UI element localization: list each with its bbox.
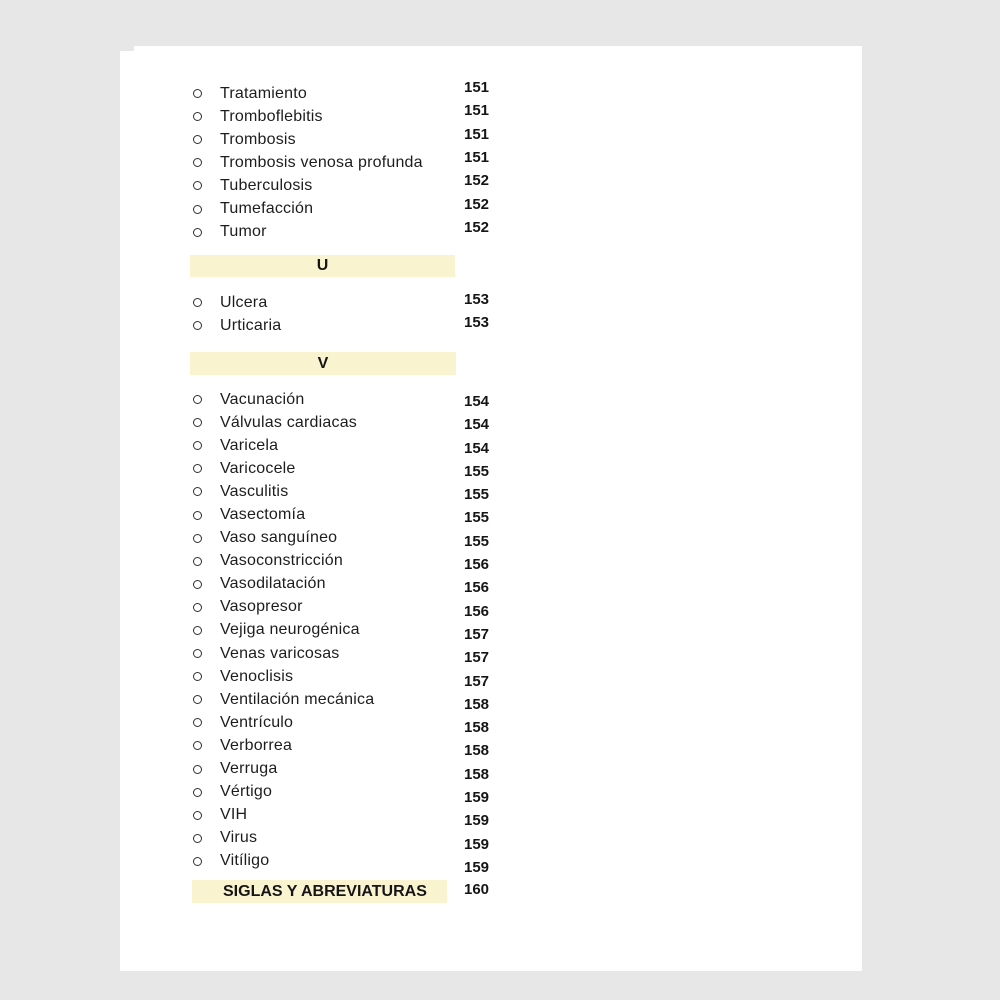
circle-bullet-icon [193, 298, 202, 307]
section-header-v [190, 352, 456, 375]
toc-group-u [190, 291, 281, 337]
toc-entry [190, 619, 374, 642]
circle-bullet-icon [193, 811, 202, 820]
circle-bullet-icon [193, 672, 202, 681]
entry-page-number: 154 [464, 439, 490, 457]
toc-entry [190, 105, 423, 128]
entry-label: Vasculitis [220, 482, 289, 500]
circle-bullet-icon [193, 395, 202, 404]
entry-label: Varicocele [220, 459, 296, 477]
circle-bullet-icon [193, 857, 202, 866]
toc-entry [190, 711, 374, 734]
toc-entry [190, 573, 374, 596]
section-header-label: SIGLAS Y ABREVIATURAS [223, 882, 427, 900]
document-page [120, 46, 862, 971]
toc-group-v-pages [464, 390, 504, 879]
entry-label: Vértigo [220, 783, 273, 801]
entry-label: Venoclisis [220, 667, 294, 685]
entry-page-number: 155 [464, 462, 490, 480]
circle-bullet-icon [193, 511, 202, 520]
circle-bullet-icon [193, 135, 202, 144]
entry-page-number: 154 [464, 416, 490, 434]
entry-label: Tuberculosis [220, 176, 313, 194]
entry-page-number: 152 [464, 172, 490, 190]
circle-bullet-icon [193, 741, 202, 750]
toc-entry [190, 411, 374, 434]
entry-label: Vacunación [220, 390, 305, 408]
entry-label: Varicela [220, 436, 279, 454]
circle-bullet-icon [193, 695, 202, 704]
entry-label: Ulcera [220, 293, 268, 311]
circle-bullet-icon [193, 321, 202, 330]
toc-entry [190, 388, 374, 411]
entry-label: Venas varicosas [220, 644, 340, 662]
entry-label: Tratamiento [220, 84, 307, 102]
entry-page-number: 158 [464, 719, 490, 737]
entry-label: Ventilación mecánica [220, 690, 375, 708]
toc-entry [190, 827, 374, 850]
entry-page-number: 152 [464, 219, 490, 237]
toc-group-t [190, 82, 423, 244]
toc-group-v [190, 388, 374, 873]
entry-page-number: 151 [464, 125, 490, 143]
entry-page-number: 154 [464, 393, 490, 410]
toc-entry [190, 781, 374, 804]
entry-page-number: 155 [464, 509, 490, 527]
circle-bullet-icon [193, 89, 202, 98]
circle-bullet-icon [193, 765, 202, 774]
entry-label: Virus [220, 829, 258, 847]
entry-label: Ventrículo [220, 713, 294, 731]
toc-entry [190, 434, 374, 457]
entry-label: Vasodilatación [220, 575, 326, 593]
toc-group-t-pages [464, 76, 504, 239]
entry-page-number: 153 [464, 314, 490, 332]
entry-label: Válvulas cardiacas [220, 413, 357, 431]
entry-label: Verruga [220, 760, 278, 778]
circle-bullet-icon [193, 626, 202, 635]
circle-bullet-icon [193, 112, 202, 121]
circle-bullet-icon [193, 418, 202, 427]
entry-page-number: 153 [464, 291, 490, 308]
entry-page-number: 158 [464, 695, 490, 713]
entry-label: Urticaria [220, 316, 282, 334]
entry-page-number: 152 [464, 195, 490, 213]
entry-page-number: 151 [464, 79, 490, 96]
toc-entry [190, 128, 423, 151]
entry-page-number: 158 [464, 742, 490, 760]
entry-label: Vaso sanguíneo [220, 529, 338, 547]
section-header-label: V [317, 354, 329, 372]
toc-group-u-pages [464, 288, 504, 335]
section-header-label: U [316, 257, 329, 274]
toc-entry [190, 665, 374, 688]
entry-label: Verborrea [220, 736, 293, 754]
entry-label: Trombosis venosa profunda [220, 153, 423, 171]
circle-bullet-icon [193, 649, 202, 658]
circle-bullet-icon [193, 158, 202, 167]
toc-entry [190, 688, 374, 711]
entry-label: Vasectomía [220, 506, 306, 524]
circle-bullet-icon [193, 441, 202, 450]
entry-label: Vitíligo [220, 852, 270, 870]
entry-label: Vejiga neurogénica [220, 621, 360, 639]
toc-entry [190, 734, 374, 757]
circle-bullet-icon [193, 603, 202, 612]
entry-page-number: 151 [464, 149, 490, 167]
toc-entry [190, 850, 374, 873]
entry-page-number: 151 [464, 102, 490, 120]
scan-corner-artifact [120, 46, 134, 51]
entry-label: Vasopresor [220, 598, 303, 616]
circle-bullet-icon [193, 487, 202, 496]
circle-bullet-icon [193, 557, 202, 566]
toc-entry [190, 804, 374, 827]
toc-entry [190, 174, 423, 197]
toc-entry [190, 758, 374, 781]
toc-entry [190, 550, 374, 573]
entry-page-number: 158 [464, 765, 490, 783]
entry-label: Tumefacción [220, 200, 314, 218]
toc-entry [190, 642, 374, 665]
entry-label: Tumor [220, 223, 267, 241]
toc-entry [190, 221, 423, 244]
circle-bullet-icon [193, 718, 202, 727]
entry-label: VIH [220, 806, 248, 824]
entry-page-number: 159 [464, 812, 490, 830]
section-header-siglas [192, 880, 447, 903]
entry-page-number: 156 [464, 602, 490, 620]
circle-bullet-icon [193, 464, 202, 473]
entry-page-number: 159 [464, 835, 490, 853]
toc-entry [190, 480, 374, 503]
entry-page-number: 159 [464, 858, 490, 876]
entry-page-number: 157 [464, 672, 490, 690]
entry-page-number: 160 [464, 881, 490, 898]
entry-page-number: 157 [464, 649, 490, 667]
entry-page-number: 155 [464, 486, 490, 504]
toc-entry [190, 82, 423, 105]
toc-entry [190, 314, 281, 337]
circle-bullet-icon [193, 205, 202, 214]
entry-label: Trombosis [220, 130, 296, 148]
section-header-u [190, 255, 455, 277]
toc-entry [190, 197, 423, 220]
toc-entry [190, 457, 374, 480]
toc-entry [190, 527, 374, 550]
toc-entry [190, 503, 374, 526]
circle-bullet-icon [193, 580, 202, 589]
entry-page-number: 156 [464, 579, 490, 597]
circle-bullet-icon [193, 181, 202, 190]
entry-page-number: 157 [464, 625, 490, 643]
circle-bullet-icon [193, 788, 202, 797]
circle-bullet-icon [193, 534, 202, 543]
entry-page-number: 155 [464, 532, 490, 550]
entry-page-number: 159 [464, 789, 490, 807]
toc-entry [190, 291, 281, 314]
entry-label: Tromboflebitis [220, 107, 323, 125]
circle-bullet-icon [193, 834, 202, 843]
toc-entry [190, 151, 423, 174]
entry-label: Vasoconstricción [220, 552, 343, 570]
circle-bullet-icon [193, 228, 202, 237]
entry-page-number: 156 [464, 556, 490, 574]
toc-entry [190, 596, 374, 619]
